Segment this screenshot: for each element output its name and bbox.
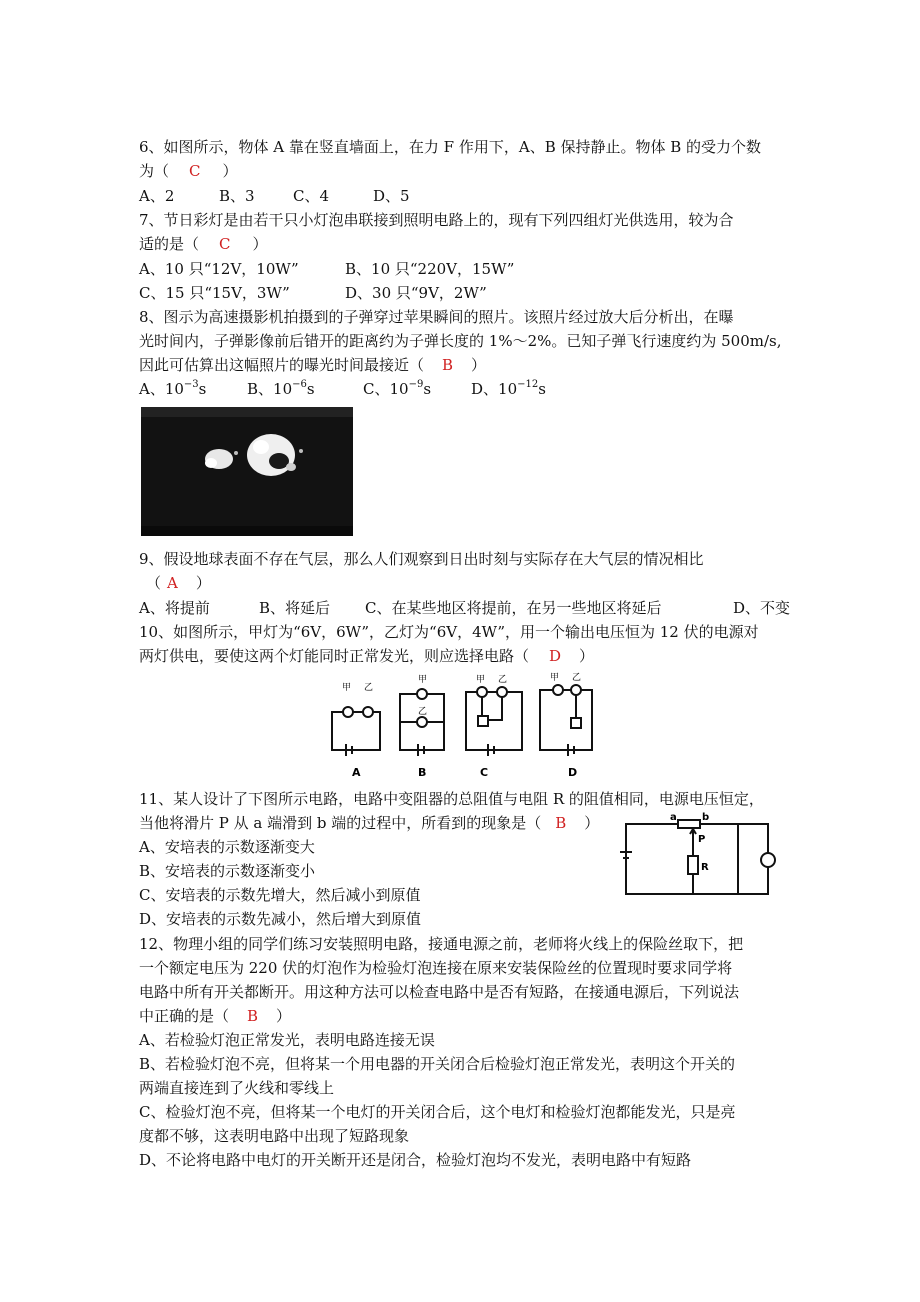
q8-option-b-base: B、10 <box>247 380 293 398</box>
circuit-c <box>466 687 522 756</box>
q7-stem-line2 <box>139 233 268 255</box>
circuit-c-lamp-yi-label: 乙 <box>498 675 508 685</box>
q10-circuits-figure <box>322 672 608 784</box>
q9-stem-suffix: ） <box>195 574 211 592</box>
q9-option-b: B、将延后 <box>259 599 331 617</box>
rheostat <box>678 820 700 828</box>
q11-stem-line2 <box>139 812 599 834</box>
q11-option-c: C、安培表的示数先增大，然后减小到原值 <box>139 886 421 904</box>
q6-option-c: C、4 <box>293 187 330 205</box>
q9-option-a: A、将提前 <box>139 599 210 617</box>
q8-stem-line3 <box>139 354 486 376</box>
q8-stem-suffix: ） <box>471 356 487 374</box>
q9-stem-prefix: （ <box>146 574 162 592</box>
q11-stem-line1: 11、某人设计了下图所示电路，电路中变阻器的总阻值与电阻 R 的阻值相同，电源电压恒定， <box>139 790 764 808</box>
q11-stem-prefix: 当他将滑片 P 从 a 端滑到 b 端的过程中，所看到的现象是（ <box>139 814 542 832</box>
q8-answer: B <box>442 356 454 374</box>
circuit-a-lamp-yi-label: 乙 <box>364 683 374 693</box>
q11-label-a: a <box>670 812 677 823</box>
q8-option-c-base: C、10 <box>363 380 409 398</box>
circuit-d-lamp-jia-label: 甲 <box>550 673 560 683</box>
q8-option-d-unit: s <box>538 380 546 398</box>
q9-option-d: D、不变 <box>733 599 791 617</box>
q6-option-d: D、5 <box>373 187 410 205</box>
q8-option-c-unit: s <box>423 380 432 398</box>
resistor-r <box>688 856 698 874</box>
q12-option-b-line1: B、若检验灯泡不亮，但将某一个用电器的开关闭合后检验灯泡正常发光，表明这个开关的 <box>139 1055 736 1073</box>
q8-option-a <box>139 378 206 400</box>
circuit-a-lamp-jia-label: 甲 <box>342 683 352 693</box>
circuit-b-lamp-yi-label: 乙 <box>418 707 428 717</box>
q8-option-c <box>363 378 431 400</box>
q7-stem-suffix: ） <box>252 235 268 253</box>
circuit-d-label: D <box>568 766 578 779</box>
q6-stem-prefix: 为（ <box>139 162 170 180</box>
q12-option-c-line1: C、检验灯泡不亮，但将某一个电灯的开关闭合后，这个电灯和检验灯泡都能发光，只是亮 <box>139 1103 736 1121</box>
q6-answer: C <box>189 162 201 180</box>
q12-stem-line4 <box>139 1005 291 1027</box>
q8-option-d <box>471 378 546 400</box>
q8-option-d-exp: −12 <box>517 379 539 390</box>
q12-option-d: D、不论将电路中电灯的开关断开还是闭合，检验灯泡均不发光，表明电路中有短路 <box>139 1151 692 1169</box>
q11-label-r: R <box>701 862 709 873</box>
q9-answer: A <box>167 574 178 592</box>
q6-stem-line2 <box>139 160 238 182</box>
bullet-apple-photo <box>141 407 353 536</box>
q7-option-b: B、10 只“220V，15W” <box>345 260 515 278</box>
q11-option-b: B、安培表的示数逐渐变小 <box>139 862 316 880</box>
q9-option-c: C、在某些地区将提前，在另一些地区将延后 <box>365 599 662 617</box>
circuit-d <box>540 685 592 756</box>
q7-stem-prefix: 适的是（ <box>139 235 200 253</box>
q8-option-b-exp: −6 <box>292 379 307 390</box>
bullet-apple-photo-art <box>141 407 353 536</box>
q12-option-c-line2: 度都不够，这表明电路中出现了短路现象 <box>139 1127 410 1145</box>
q11-label-p: P <box>698 834 706 845</box>
q12-stem-line3: 电路中所有开关都断开。用这种方法可以检查电路中是否有短路，在接通电源后，下列说法 <box>139 983 740 1001</box>
q7-stem-line1: 7、节日彩灯是由若干只小灯泡串联接到照明电路上的，现有下列四组灯光供选用，较为合 <box>139 211 734 229</box>
q10-stem-line1: 10、如图所示，甲灯为“6V，6W”，乙灯为“6V，4W”，用一个输出电压恒为 12 伏的电源对 <box>139 623 759 641</box>
q8-option-a-exp: −3 <box>183 379 199 390</box>
q8-stem-prefix: 因此可估算出这幅照片的曝光时间最接近（ <box>139 356 425 374</box>
q7-option-a: A、10 只“12V，10W” <box>139 260 299 278</box>
q11-stem-suffix: ） <box>584 814 600 832</box>
q6-option-a: A、2 <box>139 187 175 205</box>
circuit-b-lamp-jia-label: 甲 <box>418 675 428 685</box>
q7-answer: C <box>219 235 231 253</box>
q12-stem-line2: 一个额定电压为 220 伏的灯泡作为检验灯泡连接在原来安装保险丝的位置现时要求同学将 <box>139 959 733 977</box>
circuit-b-label: B <box>418 766 427 779</box>
q8-option-a-unit: s <box>198 380 207 398</box>
q7-option-c: C、15 只“15V，3W” <box>139 284 290 302</box>
q9-stem-line2 <box>146 572 211 594</box>
q8-option-b <box>247 378 315 400</box>
circuit-c-label: C <box>480 766 489 779</box>
q8-stem-line1: 8、图示为高速摄影机拍摄到的子弹穿过苹果瞬间的照片。该照片经过放大后分析出，在曝 <box>139 308 734 326</box>
circuit-c-lamp-jia-label: 甲 <box>476 675 486 685</box>
q8-option-c-exp: −9 <box>408 379 424 390</box>
circuit-a-label: A <box>352 766 361 779</box>
q6-stem-suffix: ） <box>222 162 238 180</box>
q8-option-d-base: D、10 <box>471 380 518 398</box>
circuit-a <box>332 707 380 756</box>
q8-option-a-base: A、10 <box>139 380 184 398</box>
q11-label-b: b <box>702 812 710 823</box>
q10-stem-prefix: 两灯供电，要使这两个灯能同时正常发光，则应选择电路（ <box>139 647 530 665</box>
q12-stem-line1: 12、物理小组的同学们练习安装照明电路，接通电源之前，老师将火线上的保险丝取下，把 <box>139 935 744 953</box>
q12-option-b-line2: 两端直接连到了火线和零线上 <box>139 1079 335 1097</box>
q6-stem-line1: 6、如图所示，物体 A 靠在竖直墙面上，在力 F 作用下，A、B 保持静止。物体 B 的受力个数 <box>139 138 762 156</box>
q12-stem-prefix: 中正确的是（ <box>139 1007 230 1025</box>
q12-option-a: A、若检验灯泡正常发光，表明电路连接无误 <box>139 1031 435 1049</box>
q11-option-a: A、安培表的示数逐渐变大 <box>139 838 315 856</box>
circuit-d-lamp-yi-label: 乙 <box>572 673 582 683</box>
ammeter-icon <box>761 853 775 867</box>
q8-stem-line2: 光时间内，子弹影像前后错开的距离约为子弹长度的 1%～2%。已知子弹飞行速度约为 500m/s, <box>139 332 782 350</box>
circuit-b <box>400 689 444 756</box>
q6-option-b: B、3 <box>219 187 255 205</box>
q12-answer: B <box>247 1007 259 1025</box>
q7-option-d: D、30 只“9V，2W” <box>345 284 487 302</box>
q11-option-d: D、安培表的示数先减小，然后增大到原值 <box>139 910 422 928</box>
q12-stem-suffix: ） <box>276 1007 292 1025</box>
q11-circuit-figure <box>600 812 776 898</box>
q10-stem-line2 <box>139 645 594 667</box>
q8-option-b-unit: s <box>306 380 315 398</box>
q10-answer: D <box>549 647 562 665</box>
q9-stem-line1: 9、假设地球表面不存在气层，那么人们观察到日出时刻与实际存在大气层的情况相比 <box>139 550 704 568</box>
q11-answer: B <box>555 814 567 832</box>
q10-stem-suffix: ） <box>579 647 595 665</box>
